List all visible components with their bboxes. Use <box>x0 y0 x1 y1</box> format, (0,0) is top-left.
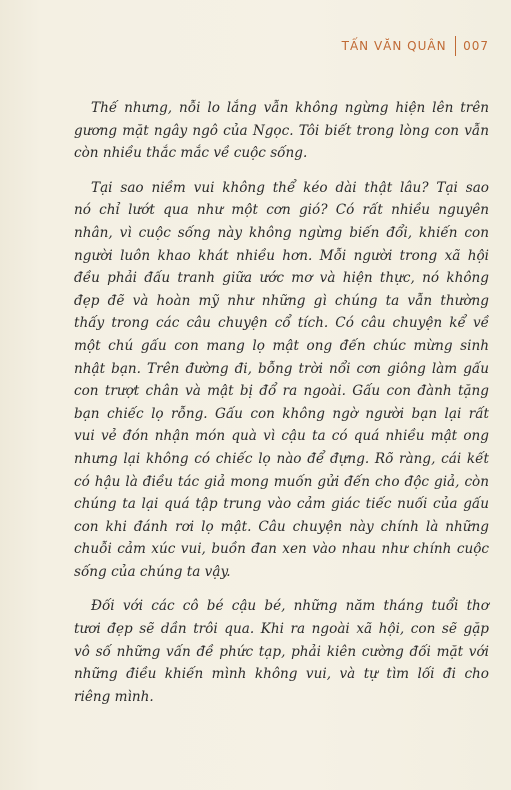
text-line: đẹp đẽ và hoàn mỹ như những gì chúng ta vẫn thường <box>74 292 489 309</box>
running-header <box>342 36 489 56</box>
text-line: đều phải đấu tranh giữa ước mơ và hiện thực, nó không <box>74 270 489 287</box>
text-line: gương mặt ngây ngô của Ngọc. Tôi biết trong lòng con vẫn <box>74 122 489 139</box>
text-line: người luôn khao khát nhiều hơn. Mỗi người trong xã hội <box>74 247 489 264</box>
paragraph-2 <box>74 177 489 584</box>
text-line: vui vẻ đón nhận món quà vì cậu ta có quá nhiều mật ong <box>74 428 489 445</box>
text-line: những điều khiến mình không vui, và tự tìm lối đi cho <box>74 666 489 683</box>
text-line: chúng ta lại quá tập trung vào cảm giác tiếc nuối của gấu <box>74 496 489 513</box>
text-line: còn nhiều thắc mắc về cuộc sống. <box>74 145 308 162</box>
text-line: có hậu là điều tác giả mong muốn gửi đến cho độc giả, còn <box>74 473 489 490</box>
text-line: Đối với các cô bé cậu bé, những năm tháng tuổi thơ <box>91 598 489 615</box>
text-line: thấy trong các câu chuyện cổ tích. Có câu chuyện kể về <box>74 315 489 332</box>
paragraph-1 <box>74 97 489 165</box>
text-line: một chú gấu con mang lọ mật ong đến chúc mừng sinh <box>74 337 489 354</box>
text-line: nó chỉ lướt qua như một cơn gió? Có rất nhiều nguyên <box>74 202 489 219</box>
text-line: tươi đẹp sẽ dần trôi qua. Khi ra ngoài xã hội, con sẽ gặp <box>74 621 489 638</box>
text-line: Tại sao niềm vui không thể kéo dài thật lâu? Tại sao <box>91 179 489 196</box>
author-name: TẤN VĂN QUÂN <box>341 39 447 53</box>
body-text <box>74 97 489 720</box>
text-line: bạn chiếc lọ rỗng. Gấu con không ngờ người bạn lại rất <box>74 405 489 422</box>
header-separator <box>455 36 457 56</box>
text-line: con trượt chân và mật bị đổ ra ngoài. Gấu con đành tặng <box>74 383 489 400</box>
page-number: 007 <box>463 39 489 53</box>
paragraph-3 <box>74 595 489 708</box>
text-line: riêng mình. <box>74 688 154 705</box>
text-line: chuỗi cảm xúc vui, buồn đan xen vào nhau như chính cuộc <box>74 541 489 558</box>
text-line: con khi đánh rơi lọ mật. Câu chuyện này chính là những <box>74 518 489 535</box>
text-line: nhật bạn. Trên đường đi, bỗng trời nổi cơn giông làm gấu <box>74 360 489 377</box>
text-line: nhân, vì cuộc sống này không ngừng biến đổi, khiến con <box>74 224 489 241</box>
text-line: Thế nhưng, nỗi lo lắng vẫn không ngừng hiện lên trên <box>91 100 489 116</box>
text-line: vô số những vấn đề phức tạp, phải kiên cường đối mặt với <box>74 643 489 660</box>
text-line: nhưng lại không có chiếc lọ nào để đựng. Rõ ràng, cái kết <box>74 450 489 467</box>
text-line: sống của chúng ta vậy. <box>74 563 231 580</box>
